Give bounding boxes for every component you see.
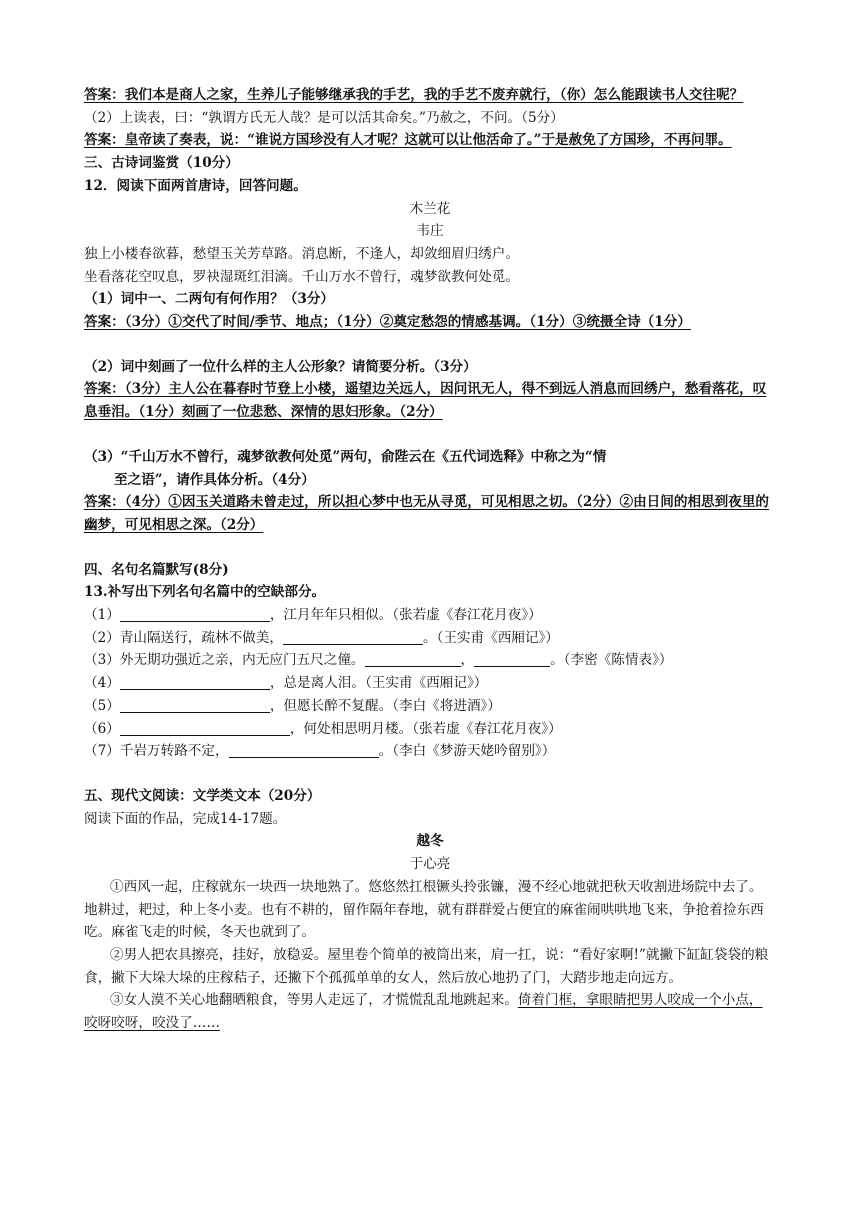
sub-question-12-3: （3）“千山万水不曾行，魂梦欲教何处觅”两句，俞陛云在《五代词选释》中称之为“情 — [84, 448, 607, 465]
spacer — [84, 537, 776, 559]
fill-item-2 — [84, 627, 776, 650]
answer-blank[interactable] — [283, 629, 423, 645]
item-text: 千岩万转路不定， — [119, 743, 229, 760]
fill-item-6 — [84, 718, 776, 741]
poem-title: 木兰花 — [409, 200, 451, 217]
answer-12-3: 答案：（4分）①因玉关道路未曾走过，所以担心梦中也无从寻觅，可见相思之切。（2分）②由日间的相思到夜里的幽梦，可见相思之深。（2分） — [84, 494, 770, 533]
section-5-intro: 阅读下面的作品，完成14-17题。 — [84, 810, 287, 827]
question-12: 12．阅读下面两首唐诗，回答问题。 — [84, 177, 307, 194]
item-number: （4） — [84, 675, 120, 692]
answer-blank[interactable] — [120, 697, 270, 713]
section-4-heading: 四、名句名篇默写(8分) — [84, 561, 229, 578]
answer-blank[interactable] — [120, 606, 270, 622]
item-number: （6） — [84, 720, 120, 737]
fill-item-5 — [84, 695, 776, 718]
item-number: （3） — [84, 652, 120, 669]
answer-12-2: 答案：（3分）主人公在暮春时节登上小楼，遥望边关远人，因问讯无人，得不到远人消息而回绣户，愁看落花，叹息垂泪。（1分）刻画了一位悲愁、深情的思妇形象。（2分） — [84, 381, 767, 421]
sub-question-12-3-cont: 至之语”，请作具体分析。（4分） — [114, 471, 315, 488]
section-5-heading: 五、现代文阅读：文学类文本（20分） — [84, 787, 321, 804]
question-11-2: （2）上读表，曰：“孰谓方氏无人哉？是可以活其命矣。”乃赦之，不问。（5分） — [84, 109, 564, 126]
item-text: 。（李白《梦游天姥吟留别》） — [378, 743, 556, 760]
poem-line-2: 坐看落花空叹息，罗袂湿斑红泪滴。千山万水不曾行，魂梦欲教何处觅。 — [84, 268, 519, 285]
answer-11-2: 答案：皇帝读了奏表，说：“谁说方国珍没有人才呢？这就可以让他活命了。”于是赦免了方国珍，不再问罪。 — [84, 132, 732, 149]
item-number: （2） — [84, 629, 120, 646]
item-text: 青山隔送行，疏林不做美， — [119, 629, 283, 646]
sub-question-12-2: （2）词中刻画了一位什么样的主人公形象？请简要分析。（3分） — [84, 358, 477, 375]
answer-12-1: 答案：（3分）①交代了时间/季节、地点；（1分）②奠定愁怨的情感基调。（1分）③统摄全诗（1分） — [84, 314, 691, 331]
item-text: 外无期功强近之亲，内无应门五尺之僮。 — [119, 652, 365, 669]
item-text: 。（李密《陈情表》） — [550, 652, 673, 669]
spacer — [84, 424, 776, 446]
answer-blank[interactable] — [474, 651, 550, 667]
item-text: ，江月年年只相似。（张若虚《春江花月夜》） — [269, 607, 542, 624]
answer-blank[interactable] — [229, 742, 379, 758]
poem-line-1: 独上小楼春欲暮，愁望玉关芳草路。消息断，不逢人，却敛细眉归绣户。 — [84, 245, 519, 262]
fill-item-1 — [84, 604, 776, 627]
answer-11-1: 答案：我们本是商人之家，生养儿子能够继承我的手艺，我的手艺不废弃就行，（你）怎么能跟读书人交往呢？ — [84, 87, 744, 103]
paragraph-3-text: ③女人漠不关心地翻晒粮食，等男人走远了，才慌慌乱乱地跳起来。 — [110, 992, 518, 1009]
poem-author: 韦庄 — [416, 223, 444, 240]
item-number: （1） — [84, 607, 120, 624]
item-text: 。（王实甫《西厢记》） — [422, 629, 559, 646]
item-text: ，总是离人泪。（王实甫《西厢记》） — [269, 675, 488, 692]
answer-blank[interactable] — [120, 720, 290, 736]
item-number: （7） — [84, 743, 120, 760]
answer-blank[interactable] — [365, 651, 461, 667]
section-3-heading: 三、古诗词鉴赏（10分） — [84, 155, 239, 172]
spacer — [84, 334, 776, 356]
fill-item-3 — [84, 649, 776, 672]
fill-item-4 — [84, 672, 776, 695]
sub-question-12-1: （1）词中一、二两句有何作用？（3分） — [84, 291, 335, 308]
article-author: 于心亮 — [409, 856, 451, 873]
paragraph-1: ①西风一起，庄稼就东一块西一块地熟了。悠悠然扛根镢头拎张镰，漫不经心地就把秋天收割进场院中去了。地耕过，耙过，种上冬小麦。也有不耕的，留作隔年春地，就有群群爱占便宜的麻雀闹哄哄地飞来，争抢着捡东西吃。麻雀飞走的时候，冬天也就到了。 — [84, 878, 764, 941]
item-text: ， — [460, 652, 475, 669]
item-text: ，但愿长醉不复醒。（李白《将进酒》） — [269, 697, 501, 714]
article-title: 越冬 — [416, 833, 444, 850]
item-number: （5） — [84, 697, 120, 714]
item-text: ，何处相思明月楼。（张若虚《春江花月夜》） — [289, 720, 562, 737]
spacer — [84, 763, 776, 785]
underlined-passage: 倚着门框，拿眼睛把男人咬成一个小点，咬呀咬呀，咬没了…… — [84, 992, 763, 1032]
question-13: 13.补写出下列名句名篇中的空缺部分。 — [84, 584, 326, 601]
answer-blank[interactable] — [120, 674, 270, 690]
fill-item-7 — [84, 740, 776, 763]
paragraph-2: ②男人把农具擦亮，挂好，放稳妥。屋里卷个简单的被筒出来，肩一扛，说：“看好家啊!”就撇下缸缸袋袋的粮食，撇下大垛大垛的庄稼秸子，还撇下个孤孤单单的女人，然后放心地扔了门，大踏步地走向远方。 — [84, 946, 769, 986]
paragraph-3 — [84, 989, 776, 1034]
